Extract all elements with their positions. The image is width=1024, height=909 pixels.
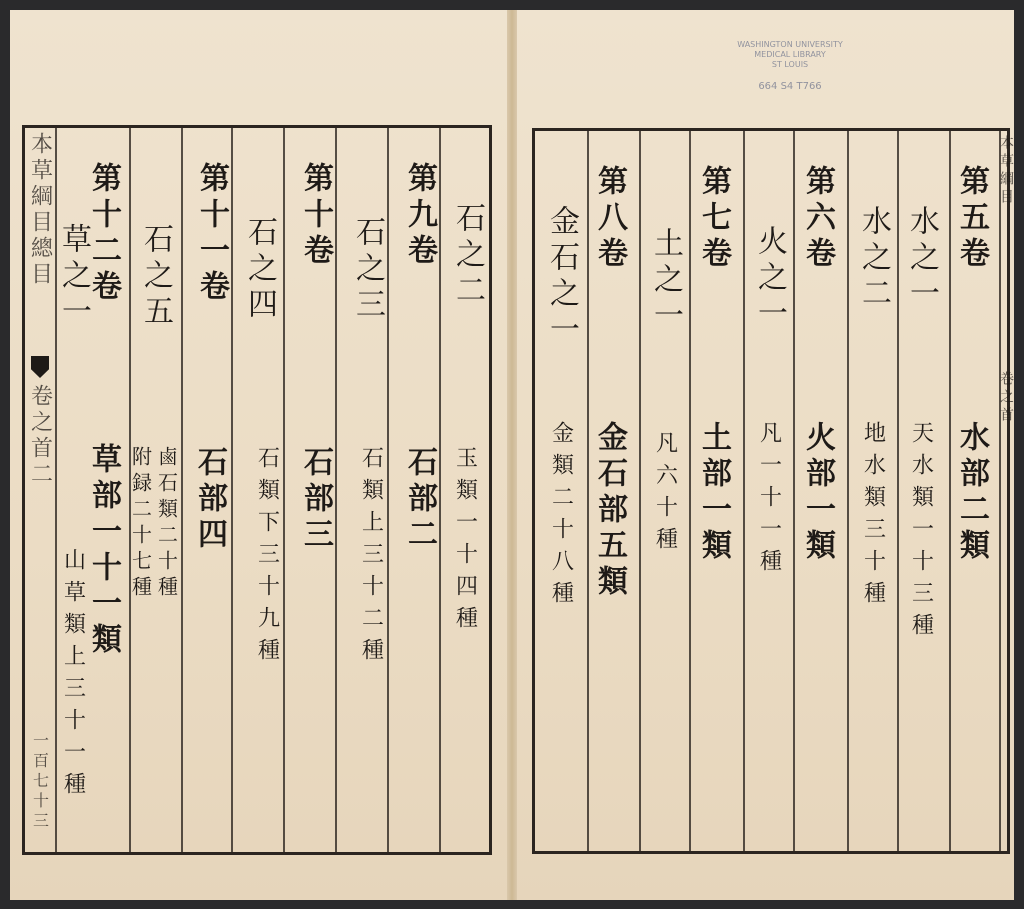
toc-column-vol10 [231, 128, 333, 852]
column-subsection: 土之一 [648, 227, 683, 335]
stamp-number: 664 S4 T766 [758, 81, 822, 92]
book-gutter [507, 10, 517, 900]
toc-column-water2 [847, 131, 899, 851]
column-category: 金石部五類 [592, 421, 627, 601]
toc-column-vol6 [743, 131, 847, 851]
column-detail: 石類下三十九種 [254, 446, 280, 670]
column-category: 石部三 [298, 446, 333, 554]
margin-volume: 卷之首 [998, 371, 1014, 425]
stamp-line-3: ST LOUIS [771, 60, 809, 69]
margin-page-number: 一百七十三 [30, 732, 50, 832]
column-detail-appendix: 附録二十七種 [128, 446, 153, 602]
column-detail: 金類二十八種 [548, 421, 574, 613]
column-subsection: 草之一 [56, 223, 91, 331]
toc-column-vol11 [127, 128, 229, 852]
stamp-line-1: WASHINGTON UNIVERSITY [737, 40, 843, 49]
column-detail: 凡一十一種 [756, 421, 782, 581]
column-detail: 凡六十種 [652, 431, 678, 559]
right-page-frame [532, 128, 1014, 854]
toc-column-stone2 [439, 128, 493, 852]
margin-volume: 卷之首二 [27, 384, 53, 488]
column-rule [949, 131, 951, 851]
column-detail: 鹵石類二十種 [154, 446, 179, 602]
toc-column-vol9 [335, 128, 437, 852]
column-subsection: 石之五 [138, 223, 173, 331]
column-subsection: 火之一 [752, 225, 787, 333]
column-subsection: 水之一 [904, 205, 939, 313]
column-volume-heading: 第七卷 [696, 165, 731, 273]
library-stamp [730, 40, 850, 96]
stamp-line-2: MEDICAL LIBRARY [754, 50, 826, 59]
column-detail: 山草類上三十一種 [60, 548, 86, 804]
column-subsection: 水之二 [856, 205, 891, 313]
column-volume-heading: 第十卷 [298, 162, 333, 270]
right-margin-column [998, 131, 1014, 851]
column-detail: 玉類一十四種 [452, 446, 478, 638]
toc-column-vol8 [535, 131, 639, 851]
column-category: 草部一十一類 [86, 443, 121, 659]
column-volume-heading: 第九卷 [402, 162, 437, 270]
column-category: 土部一類 [696, 421, 731, 565]
column-category: 石部四 [192, 446, 227, 554]
margin-book-title: 本草綱目總目 [27, 132, 53, 288]
column-volume-heading: 第十二卷 [86, 162, 121, 306]
left-page-frame [22, 125, 492, 855]
fish-tail-mark [31, 356, 49, 378]
column-volume-heading: 第五卷 [954, 165, 989, 273]
column-category: 水部二類 [954, 421, 989, 565]
toc-column-vol7 [639, 131, 743, 851]
column-subsection: 石之三 [350, 216, 385, 324]
column-volume-heading: 第八卷 [592, 165, 627, 273]
column-category: 火部一類 [800, 421, 835, 565]
column-detail: 天水類一十三種 [908, 421, 934, 645]
column-category: 石部二 [402, 446, 437, 554]
column-volume-heading: 第六卷 [800, 165, 835, 273]
margin-book-title: 本草綱目 [998, 135, 1014, 207]
column-volume-heading: 第十一卷 [194, 162, 229, 306]
column-subsection: 石之四 [242, 216, 277, 324]
column-detail: 石類上三十二種 [358, 446, 384, 670]
column-subsection: 石之二 [450, 202, 485, 310]
column-subsection: 金石之一 [544, 205, 579, 349]
toc-column-vol12 [56, 128, 125, 852]
column-detail: 地水類三十種 [860, 421, 886, 613]
